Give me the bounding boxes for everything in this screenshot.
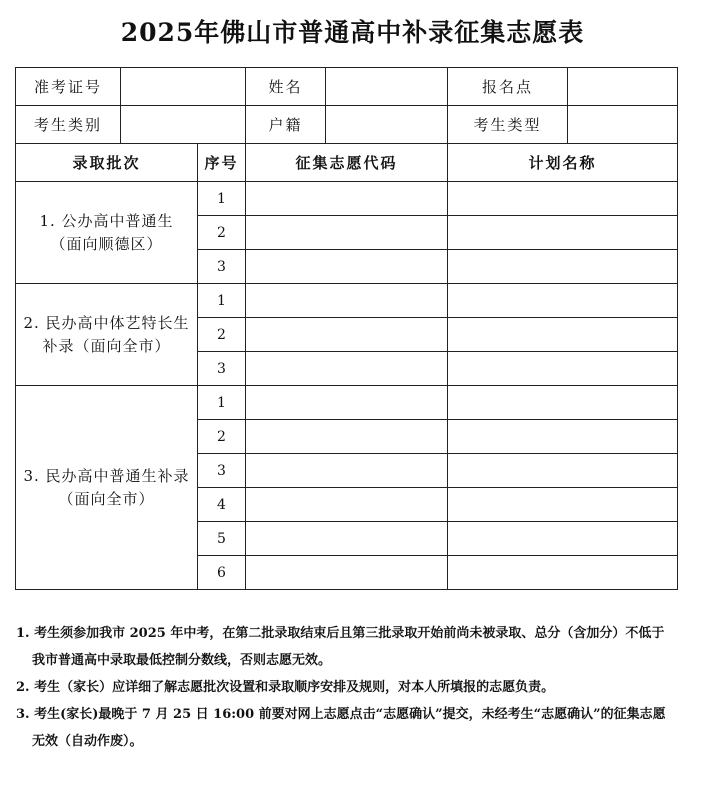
header-row xyxy=(16,144,678,182)
seq-cell: 1 xyxy=(198,182,246,216)
batch-2-line2: 补录（面向全市） xyxy=(42,336,171,355)
batch-1-line1: 1. 公办高中普通生 xyxy=(39,211,174,230)
table-row xyxy=(16,284,678,318)
code-field[interactable] xyxy=(246,386,448,420)
plan-field[interactable] xyxy=(448,216,678,250)
notes-section xyxy=(16,620,676,755)
code-field[interactable] xyxy=(246,284,448,318)
seq-cell: 3 xyxy=(198,454,246,488)
code-field[interactable] xyxy=(246,318,448,352)
code-field[interactable] xyxy=(246,454,448,488)
plan-field[interactable] xyxy=(448,454,678,488)
plan-field[interactable] xyxy=(448,488,678,522)
header-seq: 序号 xyxy=(198,144,246,182)
seq-cell: 2 xyxy=(198,216,246,250)
seq-cell: 2 xyxy=(198,318,246,352)
seq-cell: 4 xyxy=(198,488,246,522)
form-title: 2025年佛山市普通高中补录征集志愿表 xyxy=(120,18,585,47)
plan-field[interactable] xyxy=(448,352,678,386)
info-row-1 xyxy=(16,68,678,106)
table-row xyxy=(16,182,678,216)
category-field[interactable] xyxy=(121,106,246,144)
plan-field[interactable] xyxy=(448,420,678,454)
seq-cell: 6 xyxy=(198,556,246,590)
batch-2-label xyxy=(16,284,198,386)
seq-cell: 1 xyxy=(198,386,246,420)
type-label: 考生类型 xyxy=(448,106,568,144)
exam-id-field[interactable] xyxy=(121,68,246,106)
batch-1-label xyxy=(16,182,198,284)
code-field[interactable] xyxy=(246,216,448,250)
name-label: 姓名 xyxy=(246,68,326,106)
header-plan: 计划名称 xyxy=(448,144,678,182)
table-row xyxy=(16,386,678,420)
batch-3-line1: 3. 民办高中普通生补录 xyxy=(23,466,190,485)
batch-1-line2: （面向顺德区） xyxy=(50,234,163,253)
code-field[interactable] xyxy=(246,420,448,454)
note-2: 2. 考生（家长）应详细了解志愿批次设置和录取顺序安排及规则，对本人所填报的志愿负责。 xyxy=(16,680,555,695)
seq-cell: 3 xyxy=(198,352,246,386)
note-1: 1. 考生须参加我市 2025 年中考，在第二批录取结束后且第三批录取开始前尚未被录取、总分（含加分）不低于我市普通高中录取最低控制分数线，否则志愿无效。 xyxy=(16,626,665,668)
code-field[interactable] xyxy=(246,522,448,556)
header-code: 征集志愿代码 xyxy=(246,144,448,182)
household-label: 户籍 xyxy=(246,106,326,144)
plan-field[interactable] xyxy=(448,386,678,420)
plan-field[interactable] xyxy=(448,250,678,284)
plan-field[interactable] xyxy=(448,556,678,590)
plan-field[interactable] xyxy=(448,522,678,556)
code-field[interactable] xyxy=(246,556,448,590)
household-field[interactable] xyxy=(326,106,448,144)
code-field[interactable] xyxy=(246,182,448,216)
plan-field[interactable] xyxy=(448,284,678,318)
exam-id-label: 准考证号 xyxy=(16,68,121,106)
code-field[interactable] xyxy=(246,488,448,522)
site-label: 报名点 xyxy=(448,68,568,106)
site-field[interactable] xyxy=(568,68,678,106)
code-field[interactable] xyxy=(246,352,448,386)
header-batch: 录取批次 xyxy=(16,144,198,182)
seq-cell: 3 xyxy=(198,250,246,284)
type-field[interactable] xyxy=(568,106,678,144)
batch-3-line2: （面向全市） xyxy=(58,489,155,508)
code-field[interactable] xyxy=(246,250,448,284)
plan-field[interactable] xyxy=(448,318,678,352)
batch-3-label xyxy=(16,386,198,590)
name-field[interactable] xyxy=(326,68,448,106)
category-label: 考生类别 xyxy=(16,106,121,144)
seq-cell: 2 xyxy=(198,420,246,454)
note-3: 3. 考生(家长)最晚于 7 月 25 日 16:00 前要对网上志愿点击“志愿确认”提交，未经考生“志愿确认”的征集志愿无效（自动作废）。 xyxy=(16,707,666,749)
plan-field[interactable] xyxy=(448,182,678,216)
seq-cell: 1 xyxy=(198,284,246,318)
volunteer-form-table xyxy=(15,67,678,590)
batch-2-line1: 2. 民办高中体艺特长生 xyxy=(23,313,190,332)
seq-cell: 5 xyxy=(198,522,246,556)
info-row-2 xyxy=(16,106,678,144)
